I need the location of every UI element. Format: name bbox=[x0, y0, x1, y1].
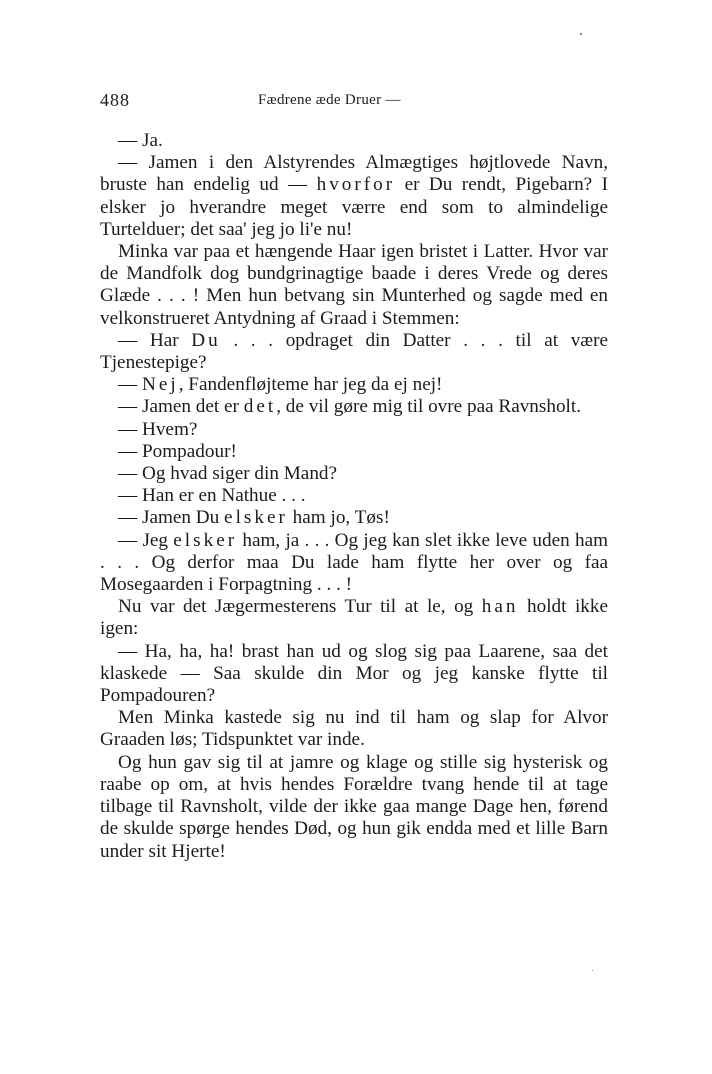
paragraph bbox=[100, 330, 608, 374]
paragraph-text: — Og hvad siger din Mand? bbox=[118, 463, 338, 485]
paragraph bbox=[100, 707, 608, 751]
paragraph-text: — Jeg bbox=[118, 529, 174, 551]
paragraph-text: — Han er en Nathue . . . bbox=[118, 485, 306, 507]
spaced-emphasis-text: elsker bbox=[224, 507, 288, 529]
paragraph bbox=[100, 485, 608, 507]
paper-speck bbox=[592, 970, 593, 971]
paragraph bbox=[100, 130, 608, 152]
page-number: 488 bbox=[100, 90, 130, 110]
paragraph bbox=[100, 419, 608, 441]
paragraph-text: . . . opdraget din Datter . . . til at være Tjenestepige? bbox=[100, 329, 608, 374]
paragraph bbox=[100, 530, 608, 597]
paragraph-text: , Fandenfløjteme har jeg da ej nej! bbox=[178, 374, 443, 396]
paragraph-text: — Pompadour! bbox=[118, 440, 237, 462]
paragraph bbox=[100, 641, 608, 708]
paragraph-text: — Jamen Du bbox=[118, 507, 225, 529]
spaced-emphasis-text: hvorfor bbox=[316, 174, 396, 196]
paragraph-text: — Har bbox=[118, 329, 192, 351]
paragraph-text: ham, ja . . . Og jeg kan slet ikke leve uden ham . . . Og derfor maa Du lade ham flytte her over og faa Mosegaarden i Forpagtning . . . ! bbox=[100, 529, 609, 596]
paragraph bbox=[100, 507, 608, 529]
paragraph-text: — Jamen det er bbox=[118, 396, 244, 418]
book-page bbox=[100, 90, 608, 863]
paragraph bbox=[100, 441, 608, 463]
paragraph-text: ham jo, Tøs! bbox=[287, 507, 390, 529]
paragraph bbox=[100, 596, 608, 640]
paragraph-text: , de vil gøre mig til ovre paa Ravnsholt. bbox=[276, 396, 582, 418]
paragraph-text: — Ha, ha, ha! brast han ud og slog sig paa Laarene, saa det klaskede — Saa skulde din Mor og jeg kanske flytte til Pompadouren? bbox=[100, 640, 608, 707]
spaced-emphasis-text: det bbox=[243, 396, 277, 418]
page-body bbox=[100, 130, 608, 863]
paragraph bbox=[100, 396, 608, 418]
paragraph-text: Men Minka kastede sig nu ind til ham og slap for Alvor Graaden løs; Tidspunktet var inde. bbox=[100, 707, 608, 751]
paragraph bbox=[100, 752, 608, 863]
spaced-emphasis-text: Nej bbox=[141, 374, 179, 396]
paragraph-text: Og hun gav sig til at jamre og klage og stille sig hysterisk og raabe op om, at hvis hendes Forældre tvang hende til at tage tilbage til Ravnsholt, vilde der ikke gaa mange Dage hen, førend de skulde spørge hendes Død, og hun gik endda med et lille Barn under sit Hjerte! bbox=[100, 751, 608, 862]
paper-speck bbox=[580, 33, 582, 35]
spaced-emphasis-text: elsker bbox=[173, 529, 238, 551]
paragraph-text: — Jamen i den Alstyrendes Almægtiges højtlovede Navn, bruste han endelig ud — bbox=[100, 152, 608, 196]
spaced-emphasis-text: Du bbox=[191, 329, 221, 351]
spaced-emphasis-text: han bbox=[481, 596, 519, 618]
running-title: Fædrene æde Druer — bbox=[258, 92, 401, 108]
paragraph bbox=[100, 463, 608, 485]
paragraph-text: er Du rendt, Pigebarn? I elsker jo hverandre meget værre end som to almindelige Turtelduer; det saa' jeg jo li'e nu! bbox=[100, 174, 608, 240]
paragraph bbox=[100, 374, 608, 396]
paragraph bbox=[100, 152, 608, 241]
page-header bbox=[100, 90, 608, 112]
paragraph-text: Minka var paa et hængende Haar igen bristet i Latter. Hvor var de Mandfolk dog bundgrinagtige baade i deres Vrede og deres Glæde . . . ! Men hun betvang sin Munterhed og sagde med en velkonstrueret Antydning af Graad i Stemmen: bbox=[100, 241, 608, 329]
paragraph bbox=[100, 241, 608, 330]
paragraph-text: Nu var det Jægermesterens Tur til at le, og bbox=[118, 596, 482, 618]
paragraph-text: holdt ikke igen: bbox=[100, 596, 609, 640]
paragraph-text: — bbox=[118, 374, 142, 396]
paragraph-text: — Ja. bbox=[118, 130, 163, 151]
paragraph-text: — Hvem? bbox=[118, 418, 198, 440]
